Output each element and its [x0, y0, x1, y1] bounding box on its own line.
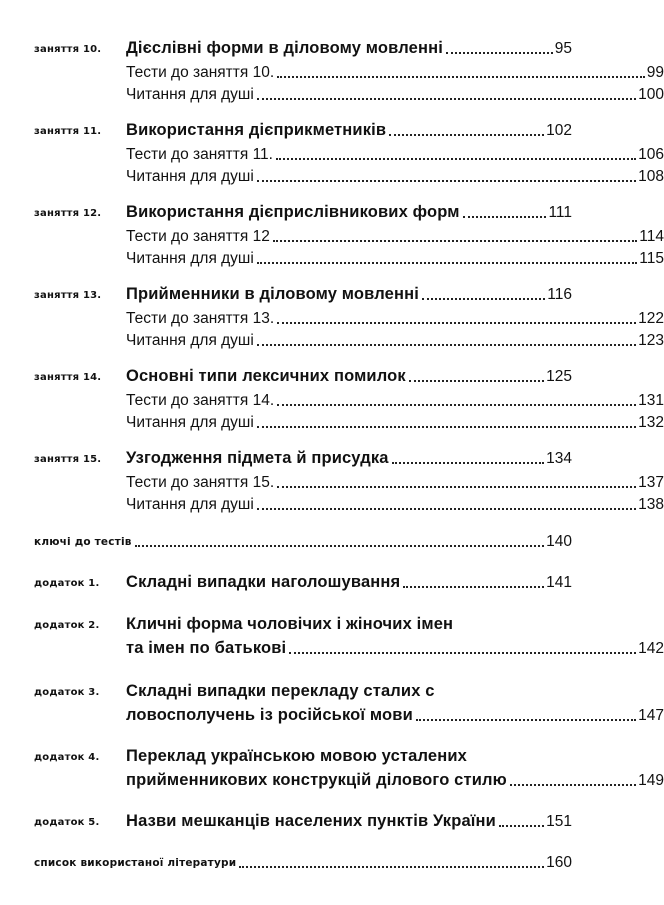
- bibliography-entry: [34, 850, 572, 872]
- lesson-label: заняття 10.: [34, 44, 102, 55]
- lesson-14-entry: [34, 364, 572, 386]
- page-number: 116: [547, 286, 572, 303]
- tests-title: Тести до заняття 10.: [126, 64, 275, 81]
- appendix-title: Складні випадки наголошування: [126, 573, 401, 591]
- leader-dots: [277, 486, 636, 488]
- leader-dots: [409, 380, 544, 382]
- page-number: 102: [546, 122, 572, 139]
- appendix-2-entry: [34, 612, 572, 634]
- lesson-13-entry: [34, 282, 572, 304]
- appendix-label: додаток 1.: [34, 578, 100, 589]
- leader-dots: [289, 652, 636, 654]
- leader-dots: [392, 462, 545, 464]
- lesson-11-reading: [34, 164, 664, 186]
- page-number: 151: [546, 813, 572, 830]
- page-number: 99: [646, 64, 664, 81]
- leader-dots: [499, 825, 544, 827]
- page-number: 137: [638, 474, 664, 491]
- appendix-title: Назви мешканців населених пунктів України: [126, 812, 496, 830]
- lesson-title: Використання дієприкметників: [126, 121, 387, 139]
- leader-dots: [276, 158, 636, 160]
- appendix-title-line1: Кличні форма чоловічих і жіночих імен: [126, 615, 454, 633]
- page-number: 131: [638, 392, 664, 409]
- page-number: 106: [638, 146, 664, 163]
- page-number: 108: [638, 168, 664, 185]
- lesson-12-entry: [34, 200, 572, 222]
- appendix-title-line2: та імен по батькові: [126, 639, 287, 657]
- leader-dots: [257, 262, 637, 264]
- page-number: 123: [638, 332, 664, 349]
- leader-dots: [510, 784, 636, 786]
- lesson-10-reading: [34, 82, 664, 104]
- lesson-label: заняття 15.: [34, 454, 102, 465]
- page-number: 125: [546, 368, 572, 385]
- keys-label: ключі до тестів: [34, 536, 132, 548]
- leader-dots: [277, 322, 636, 324]
- appendix-4-entry: [34, 744, 572, 766]
- tests-title: Тести до заняття 13.: [126, 310, 275, 327]
- page-number: 114: [639, 228, 664, 245]
- page-number: 140: [546, 533, 572, 550]
- leader-dots: [273, 240, 637, 242]
- page-number: 134: [546, 450, 572, 467]
- lesson-label: заняття 11.: [34, 126, 102, 137]
- leader-dots: [422, 298, 545, 300]
- leader-dots: [389, 134, 544, 136]
- appendix-label: додаток 4.: [34, 752, 100, 763]
- lesson-10-tests: [34, 60, 664, 82]
- page-number: 149: [638, 772, 664, 789]
- lesson-14-tests: [34, 388, 664, 410]
- lesson-title: Основні типи лексичних помилок: [126, 367, 406, 385]
- lesson-15-tests: [34, 470, 664, 492]
- lesson-14-reading: [34, 410, 664, 432]
- page-number: 141: [546, 574, 572, 591]
- appendix-title-line1: Складні випадки перекладу сталих с: [126, 682, 435, 700]
- reading-title: Читання для душі: [126, 168, 254, 185]
- lesson-12-reading: [34, 246, 664, 268]
- appendix-label: додаток 3.: [34, 687, 100, 698]
- bibliography-label: список використаної літератури: [34, 857, 237, 869]
- lesson-13-tests: [34, 306, 664, 328]
- lesson-12-tests: [34, 224, 664, 246]
- reading-title: Читання для душі: [126, 332, 254, 349]
- appendix-2-continuation: [34, 636, 664, 658]
- page-number: 122: [638, 310, 664, 327]
- lesson-title: Дієслівні форми в діловому мовленні: [126, 39, 443, 57]
- tests-title: Тести до заняття 12: [126, 228, 270, 245]
- lesson-11-tests: [34, 142, 664, 164]
- appendix-5-entry: [34, 809, 572, 831]
- tests-title: Тести до заняття 15.: [126, 474, 275, 491]
- leader-dots: [277, 404, 636, 406]
- leader-dots: [463, 216, 547, 218]
- page-number: 147: [638, 707, 664, 724]
- page-number: 160: [546, 854, 572, 871]
- leader-dots: [446, 52, 553, 54]
- appendix-label: додаток 2.: [34, 620, 100, 631]
- reading-title: Читання для душі: [126, 250, 254, 267]
- lesson-title: Використання дієприслівникових форм: [126, 203, 460, 221]
- lesson-11-entry: [34, 118, 572, 140]
- appendix-3-entry: [34, 679, 572, 701]
- lesson-label: заняття 13.: [34, 290, 102, 301]
- keys-entry: [34, 529, 572, 551]
- page-number: 138: [638, 496, 664, 513]
- leader-dots: [257, 98, 636, 100]
- page-number: 111: [548, 204, 572, 221]
- reading-title: Читання для душі: [126, 414, 254, 431]
- leader-dots: [277, 76, 645, 78]
- page-number: 95: [554, 40, 572, 57]
- leader-dots: [257, 508, 636, 510]
- lesson-title: Прийменники в діловому мовленні: [126, 285, 419, 303]
- lesson-13-reading: [34, 328, 664, 350]
- leader-dots: [239, 866, 544, 868]
- tests-title: Тести до заняття 14.: [126, 392, 275, 409]
- tests-title: Тести до заняття 11.: [126, 146, 273, 163]
- leader-dots: [257, 180, 636, 182]
- reading-title: Читання для душі: [126, 496, 254, 513]
- leader-dots: [416, 719, 636, 721]
- lesson-15-entry: [34, 446, 572, 468]
- lesson-title: Узгодження підмета й присудка: [126, 449, 389, 467]
- leader-dots: [257, 426, 636, 428]
- page-number: 100: [638, 86, 664, 103]
- appendix-title-line2: прийменникових конструкцій ділового стилю: [126, 771, 507, 789]
- appendix-1-entry: [34, 570, 572, 592]
- reading-title: Читання для душі: [126, 86, 254, 103]
- leader-dots: [257, 344, 636, 346]
- appendix-title-line2: ловосполучень із російської мови: [126, 706, 413, 724]
- lesson-label: заняття 12.: [34, 208, 102, 219]
- appendix-title-line1: Переклад українською мовою усталених: [126, 747, 467, 765]
- appendix-3-continuation: [34, 703, 664, 725]
- appendix-4-continuation: [34, 768, 664, 790]
- lesson-10-entry: [34, 36, 572, 58]
- leader-dots: [135, 545, 545, 547]
- page-number: 132: [638, 414, 664, 431]
- lesson-label: заняття 14.: [34, 372, 102, 383]
- leader-dots: [403, 586, 544, 588]
- page-number: 142: [638, 640, 664, 657]
- lesson-15-reading: [34, 492, 664, 514]
- page-number: 115: [639, 250, 664, 267]
- appendix-label: додаток 5.: [34, 817, 100, 828]
